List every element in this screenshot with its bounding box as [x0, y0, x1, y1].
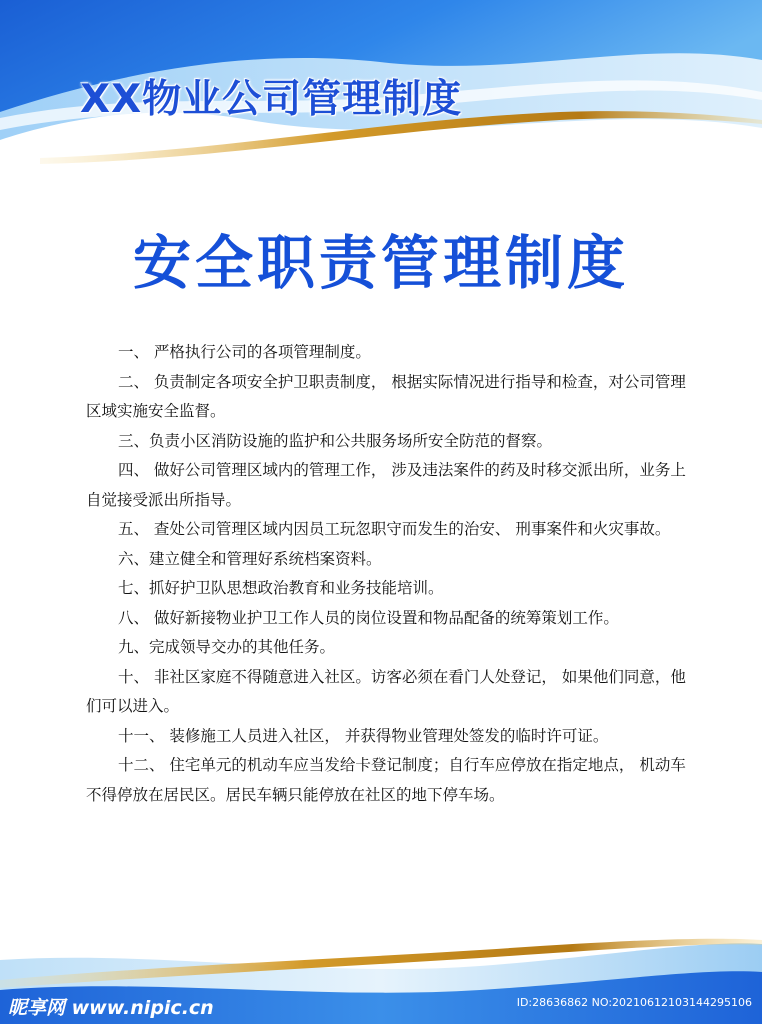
watermark-logo: 昵享网 www.nipic.cn — [8, 997, 214, 1019]
clause-item: 八、 做好新接物业护卫工作人员的岗位设置和物品配备的统筹策划工作。 — [118, 608, 619, 627]
clause-item: 一、 严格执行公司的各项管理制度。 — [118, 343, 371, 361]
clause-item: 十二、 住宅单元的机动车应当发给卡登记制度；自行车应停放在指定地点， 机动车不得停放在居民区。居民车辆只能停放在社区的地下停车场。 — [86, 756, 686, 804]
document-body — [86, 338, 690, 810]
clause-item: 五、 查处公司管理区域内因员工玩忽职守而发生的治安、 刑事案件和火灾事故。 — [118, 520, 671, 538]
clause-item: 二、 负责制定各项安全护卫职责制度， 根据实际情况进行指导和检查，对公司管理区域实施安全监督。 — [86, 372, 686, 420]
clause-item: 九、完成领导交办的其他任务。 — [118, 638, 336, 656]
clause-item: 十一、 装修施工人员进入社区， 并获得物业管理处签发的临时许可证。 — [118, 726, 609, 745]
document-title: 安全职责管理制度 — [132, 229, 629, 297]
clause-item: 七、抓好护卫队思想政治教育和业务技能培训。 — [118, 579, 444, 597]
company-title: XX物业公司管理制度 — [80, 77, 463, 122]
clause-item: 四、 做好公司管理区域内的管理工作， 涉及违法案件的药及时移交派出所，业务上自觉接受派出所指导。 — [86, 461, 686, 509]
clause-item: 六、建立健全和管理好系统档案资料。 — [118, 549, 382, 568]
clause-item: 十、 非社区家庭不得随意进入社区。访客必须在看门人处登记， 如果他们同意，他们可以进入。 — [86, 667, 686, 715]
watermark-id: ID:28636862 NO:20210612103144295106 — [516, 996, 752, 1009]
clause-item: 三、负责小区消防设施的监护和公共服务场所安全防范的督察。 — [118, 431, 553, 450]
